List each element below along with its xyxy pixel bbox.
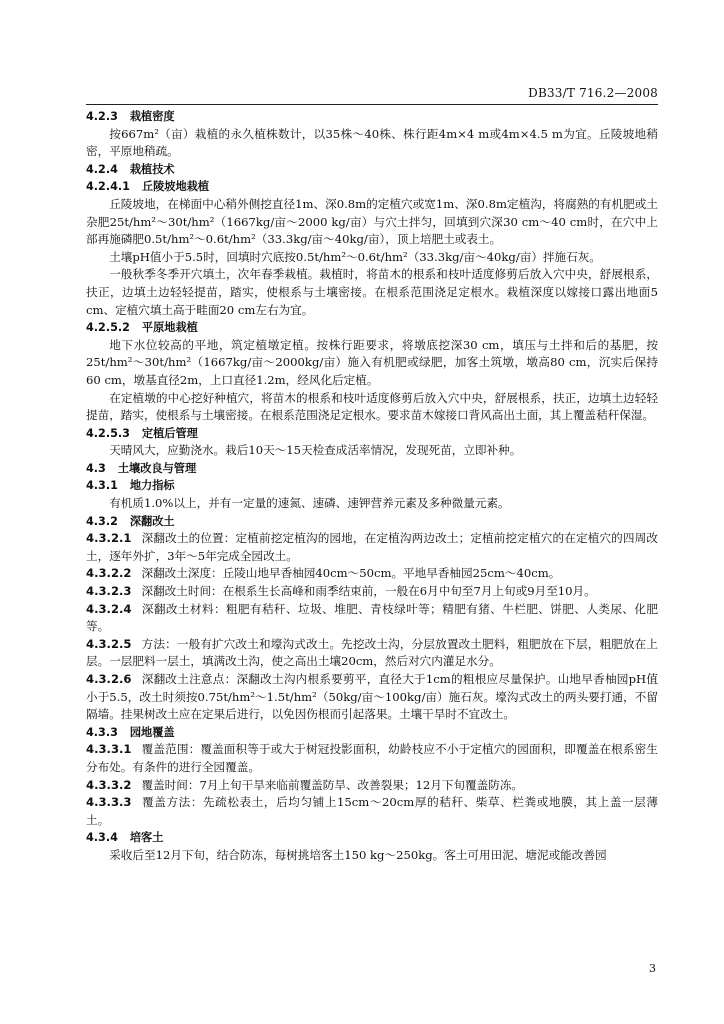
section-title: 土壤改良与管理: [117, 461, 197, 475]
numbered-clause: [86, 777, 658, 795]
section-number: 4.3.1: [86, 479, 118, 493]
clause-number: 4.3.3.2: [86, 777, 132, 792]
page-number: 3: [649, 962, 656, 975]
numbered-clause: [86, 583, 658, 601]
section-title: 栽植密度: [129, 110, 175, 123]
section-title: 栽植技术: [129, 162, 175, 176]
section-number: 4.3: [86, 461, 106, 475]
clause-text: 覆盖时间：7月上旬干旱来临前覆盖防旱、改善裂果；12月下旬覆盖防冻。: [141, 777, 524, 792]
paragraph: 土壤pH值小于5.5时，回填时穴底按0.5t/hm²～0.6t/hm²（33.3kg/亩～40kg/亩）拌施石灰。: [109, 249, 601, 264]
section-title: 定植后管理: [141, 426, 198, 440]
paragraph: 在定植墩的中心挖好种植穴，将苗木的根系和枝叶适度修剪后放入穴中央，舒展根系，扶正，边填土边轻轻提苗，踏实，使根系与土壤密接。在根系范围浇足定根水。要求苗木嫁接口背风高出土面，其上覆盖秸秆保湿。: [86, 390, 658, 423]
section-number: 4.3.3: [86, 725, 118, 739]
section-title: 园地覆盖: [129, 725, 175, 739]
clause-text: 深翻改土深度：丘陵山地早香柚园40cm～50cm。平地早香柚园25cm～40cm。: [141, 566, 561, 581]
paragraph: 按667m²（亩）栽植的永久植株数计，以35株～40株、株行距4m×4 m或4m×4.5 m为宜。丘陵坡地稍密，平原地稍疏。: [86, 126, 658, 159]
clause-number: 4.3.2.3: [86, 584, 132, 599]
clause-text: 深翻改土的位置：定植前挖定植沟的园地，在定植沟两边改土；定植前挖定植穴的在定植穴的四周改土，逐年外扩，3年～5年完成全园改土。: [86, 531, 658, 563]
numbered-clause: [86, 530, 658, 565]
section-title: 培客土: [129, 831, 164, 845]
paragraph: 一般秋季冬季开穴填土，次年春季栽植。栽植时，将苗木的根系和枝叶适度修剪后放入穴中央，舒展根系，扶正，边填土边轻轻提苗，踏实，使根系与土壤密接。在根系范围浇足定根水。栽植深度以嫁接口露出地面5 cm、定植穴填土高于畦面20 cm左右为宜。: [86, 267, 658, 317]
clause-text: 深翻改土材料：粗肥有秸秆、垃圾、堆肥、青枝绿叶等；精肥有猪、牛栏肥、饼肥、人类尿、化肥等。: [86, 601, 658, 634]
paragraph: 地下水位较高的平地，筑定植墩定植。按株行距要求，将墩底挖深30 cm，填压与土拌和后的基肥，按25t/hm²～30t/hm²（1667kg/亩～2000kg/亩）施入有机肥或绿肥，加客土筑墩，墩高80 cm，沉实后保持60 cm，墩基直径2m，上口直径1.2m，经风化后定植。: [86, 337, 658, 387]
section-title: 深翻改土: [129, 514, 175, 528]
header-rule: [86, 104, 658, 105]
document-code: DB33/T 716.2—2008: [528, 86, 658, 100]
clause-number: 4.3.2.4: [86, 601, 132, 616]
document-body: [86, 108, 658, 865]
clause-number: 4.3.3.1: [86, 742, 132, 757]
section-heading: [86, 108, 658, 126]
paragraph: 丘陵坡地，在梯面中心稍外侧挖直径1m、深0.8m的定植穴或宽1m、深0.8m定植沟，将腐熟的有机肥或土杂肥25t/hm²～30t/hm²（1667kg/亩～2000 kg/亩）与穴土拌匀，回填到穴深30 cm～40 cm时，在穴中上部再施磷肥0.5t/hm²～0.6t/hm²（33.3kg/亩～40kg/亩），顶上培肥土或表土。: [86, 196, 658, 247]
clause-text: 深翻改土注意点：深翻改土沟内根系要剪平，直径大于1cm的粗根应尽量保护。山地早香柚园pH值小于5.5，改土时须按0.75t/hm²～1.5t/hm²（50kg/亩～100kg/亩）施石灰。壕沟式改土的两头要打通，不留隔墙。挂果树改土应在定果后进行，以免因伤根而引起落果。土壤干旱时不宜改土。: [86, 672, 658, 722]
section-heading: [86, 829, 658, 847]
section-title: 地力指标: [129, 479, 175, 493]
section-title: 丘陵坡地栽植: [141, 180, 210, 194]
section-heading: [86, 319, 658, 337]
numbered-clause: [86, 565, 658, 583]
paragraph: 有机质1.0%以上，并有一定量的速氮、速磷、速钾营养元素及多种微量元素。: [109, 496, 510, 511]
paragraph: 采收后至12月下旬，结合防冻，每树挑培客土150 kg～250kg。客土可用田泥、塘泥或能改善园: [109, 847, 607, 862]
paragraph: 天晴风大，应勤浇水。栽后10天～15天检查成活率情况，发现死苗，立即补种。: [109, 443, 522, 458]
section-heading: [86, 724, 658, 742]
section-heading: [86, 178, 658, 196]
clause-text: 覆盖方法：先疏松表土，后均匀铺上15cm～20cm厚的秸秆、柴草、栏粪或地膜，其上盖一层薄土。: [86, 795, 658, 827]
numbered-clause: [86, 671, 658, 724]
clause-number: 4.3.2.6: [86, 672, 132, 686]
section-title: 平原地栽植: [141, 321, 198, 335]
section-number: 4.2.3: [86, 110, 118, 123]
clause-number: 4.3.2.1: [86, 531, 132, 546]
section-number: 4.2.4: [86, 162, 118, 176]
section-number: 4.2.5.2: [86, 321, 130, 335]
section-number: 4.3.4: [86, 831, 118, 845]
section-heading: [86, 161, 658, 179]
section-heading: [86, 425, 658, 443]
numbered-clause: [86, 636, 658, 671]
section-number: 4.2.5.3: [86, 426, 130, 440]
clause-text: 方法：一般有扩穴改土和壕沟式改土。先挖改土沟，分层放置改土肥料，粗肥放在下层，粗肥放在上层。一层肥料一层土，填满改土沟，使之高出土壤20cm，然后对穴内灌足水分。: [86, 636, 658, 669]
section-heading: [86, 460, 658, 478]
numbered-clause: [86, 601, 658, 636]
clause-number: 4.3.3.3: [86, 795, 132, 810]
clause-number: 4.3.2.2: [86, 566, 132, 581]
section-heading: [86, 477, 658, 495]
section-number: 4.3.2: [86, 514, 118, 528]
numbered-clause: [86, 794, 658, 829]
section-heading: [86, 513, 658, 531]
numbered-clause: [86, 741, 658, 776]
section-number: 4.2.4.1: [86, 180, 130, 194]
clause-text: 深翻改土时间：在根系生长高峰和雨季结束前，一般在6月中旬至7月上旬或9月至10月。: [141, 584, 596, 599]
clause-number: 4.3.2.5: [86, 636, 132, 651]
clause-text: 覆盖范围：覆盖面积等于或大于树冠投影面积，幼龄枝应不小于定植穴的园面积，即覆盖在根系密生分布处。有条件的进行全园覆盖。: [86, 742, 658, 774]
